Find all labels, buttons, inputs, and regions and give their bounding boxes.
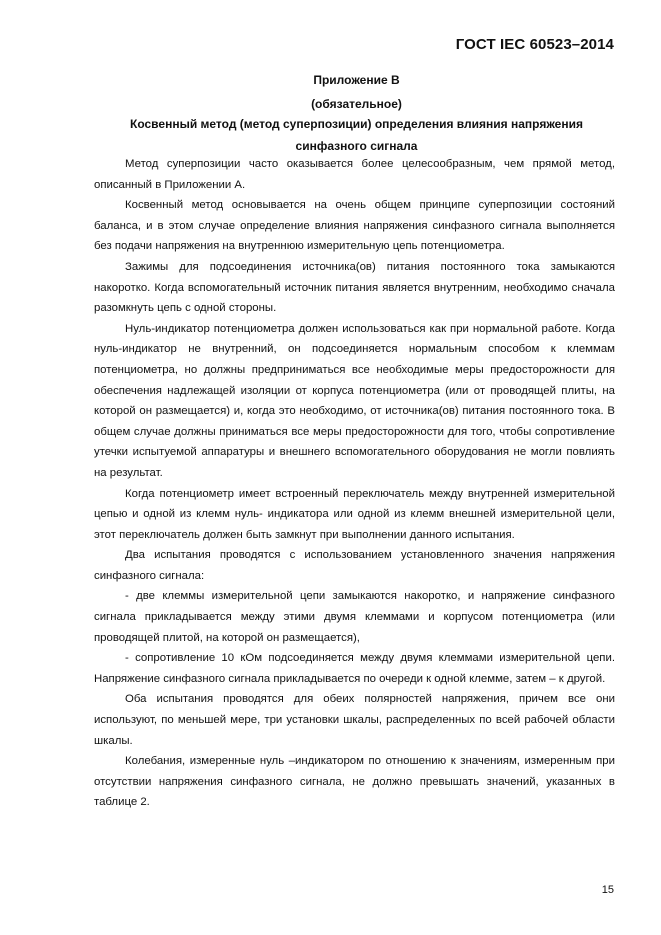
paragraph: Зажимы для подсоединения источника(ов) питания постоянного тока замыкаются накоротко. Когда вспомогательный источник питания является внутренним, необходимо сначала разомкнуть цепь с одной стороны.: [94, 260, 615, 315]
paragraph: Нуль-индикатор потенциометра должен использоваться как при нормальной работе. Когда нуль-индикатор не внутренний, он подсоединяется нормальным способом к клеммам потенциометра, но должны предприниматься все необходимые меры предосторожности для обеспечения надлежащей изоляции от корпуса потенциометра (или от проводящей плиты, на которой он размещается) и, когда это необходимо, от источника(ов) питания постоянного тока. В общем случае должны приниматься все меры предосторожности для того, чтобы сопротивление утечки испытуемой аппаратуры и внешнего вспомогательного оборудования не могли повлиять на результат.: [94, 322, 615, 479]
paragraph: Когда потенциометр имеет встроенный переключатель между внутренней измерительной цепью и одной из клемм нуль- индикатора или одной из клемм внешней измерительной цели, этот переключатель должен быть замкнут при выполнении данного испытания.: [94, 487, 615, 541]
body-text: [94, 154, 615, 813]
list-item: - сопротивление 10 кОм подсоединяется между двумя клеммами измерительной цепи. Напряжение синфазного сигнала прикладывается по очереди к одной клемме, затем – к другой.: [94, 652, 615, 685]
list-item: - две клеммы измерительной цепи замыкаются накоротко, и напряжение синфазного сигнала прикладывается между этими двумя клеммами и корпусом потенциометра (или проводящей плитой, на которой он размещается),: [94, 590, 615, 644]
document-code: ГОСТ IEC 60523–2014: [455, 36, 614, 53]
paragraph: Колебания, измеренные нуль –индикатором по отношению к значениям, измеренным при отсутствии напряжения синфазного сигнала, не должно превышать значений, указанных в таблице 2.: [94, 755, 615, 809]
section-title: Косвенный метод (метод суперпозиции) определения влияния напряжения синфазного сигнала: [130, 117, 583, 153]
paragraph: Оба испытания проводятся для обеих полярностей напряжения, причем все они используют, по меньшей мере, три установки шкалы, распределенных по всей рабочей области шкалы.: [94, 693, 615, 747]
appendix-title: Приложение В: [313, 73, 400, 87]
paragraph: Косвенный метод основывается на очень общем принципе суперпозиции состояний баланса, и в этом случае определение влияния напряжения синфазного сигнала выполняется без подачи напряжения на внутреннюю измерительную цепь потенциометра.: [94, 199, 615, 253]
paragraph: Метод суперпозиции часто оказывается более целесообразным, чем прямой метод, описанный в Приложении А.: [94, 158, 615, 191]
appendix-status: (обязательное): [311, 97, 402, 111]
paragraph: Два испытания проводятся с использованием установленного значения напряжения синфазного сигнала:: [94, 549, 615, 582]
page-number: 15: [601, 884, 614, 896]
